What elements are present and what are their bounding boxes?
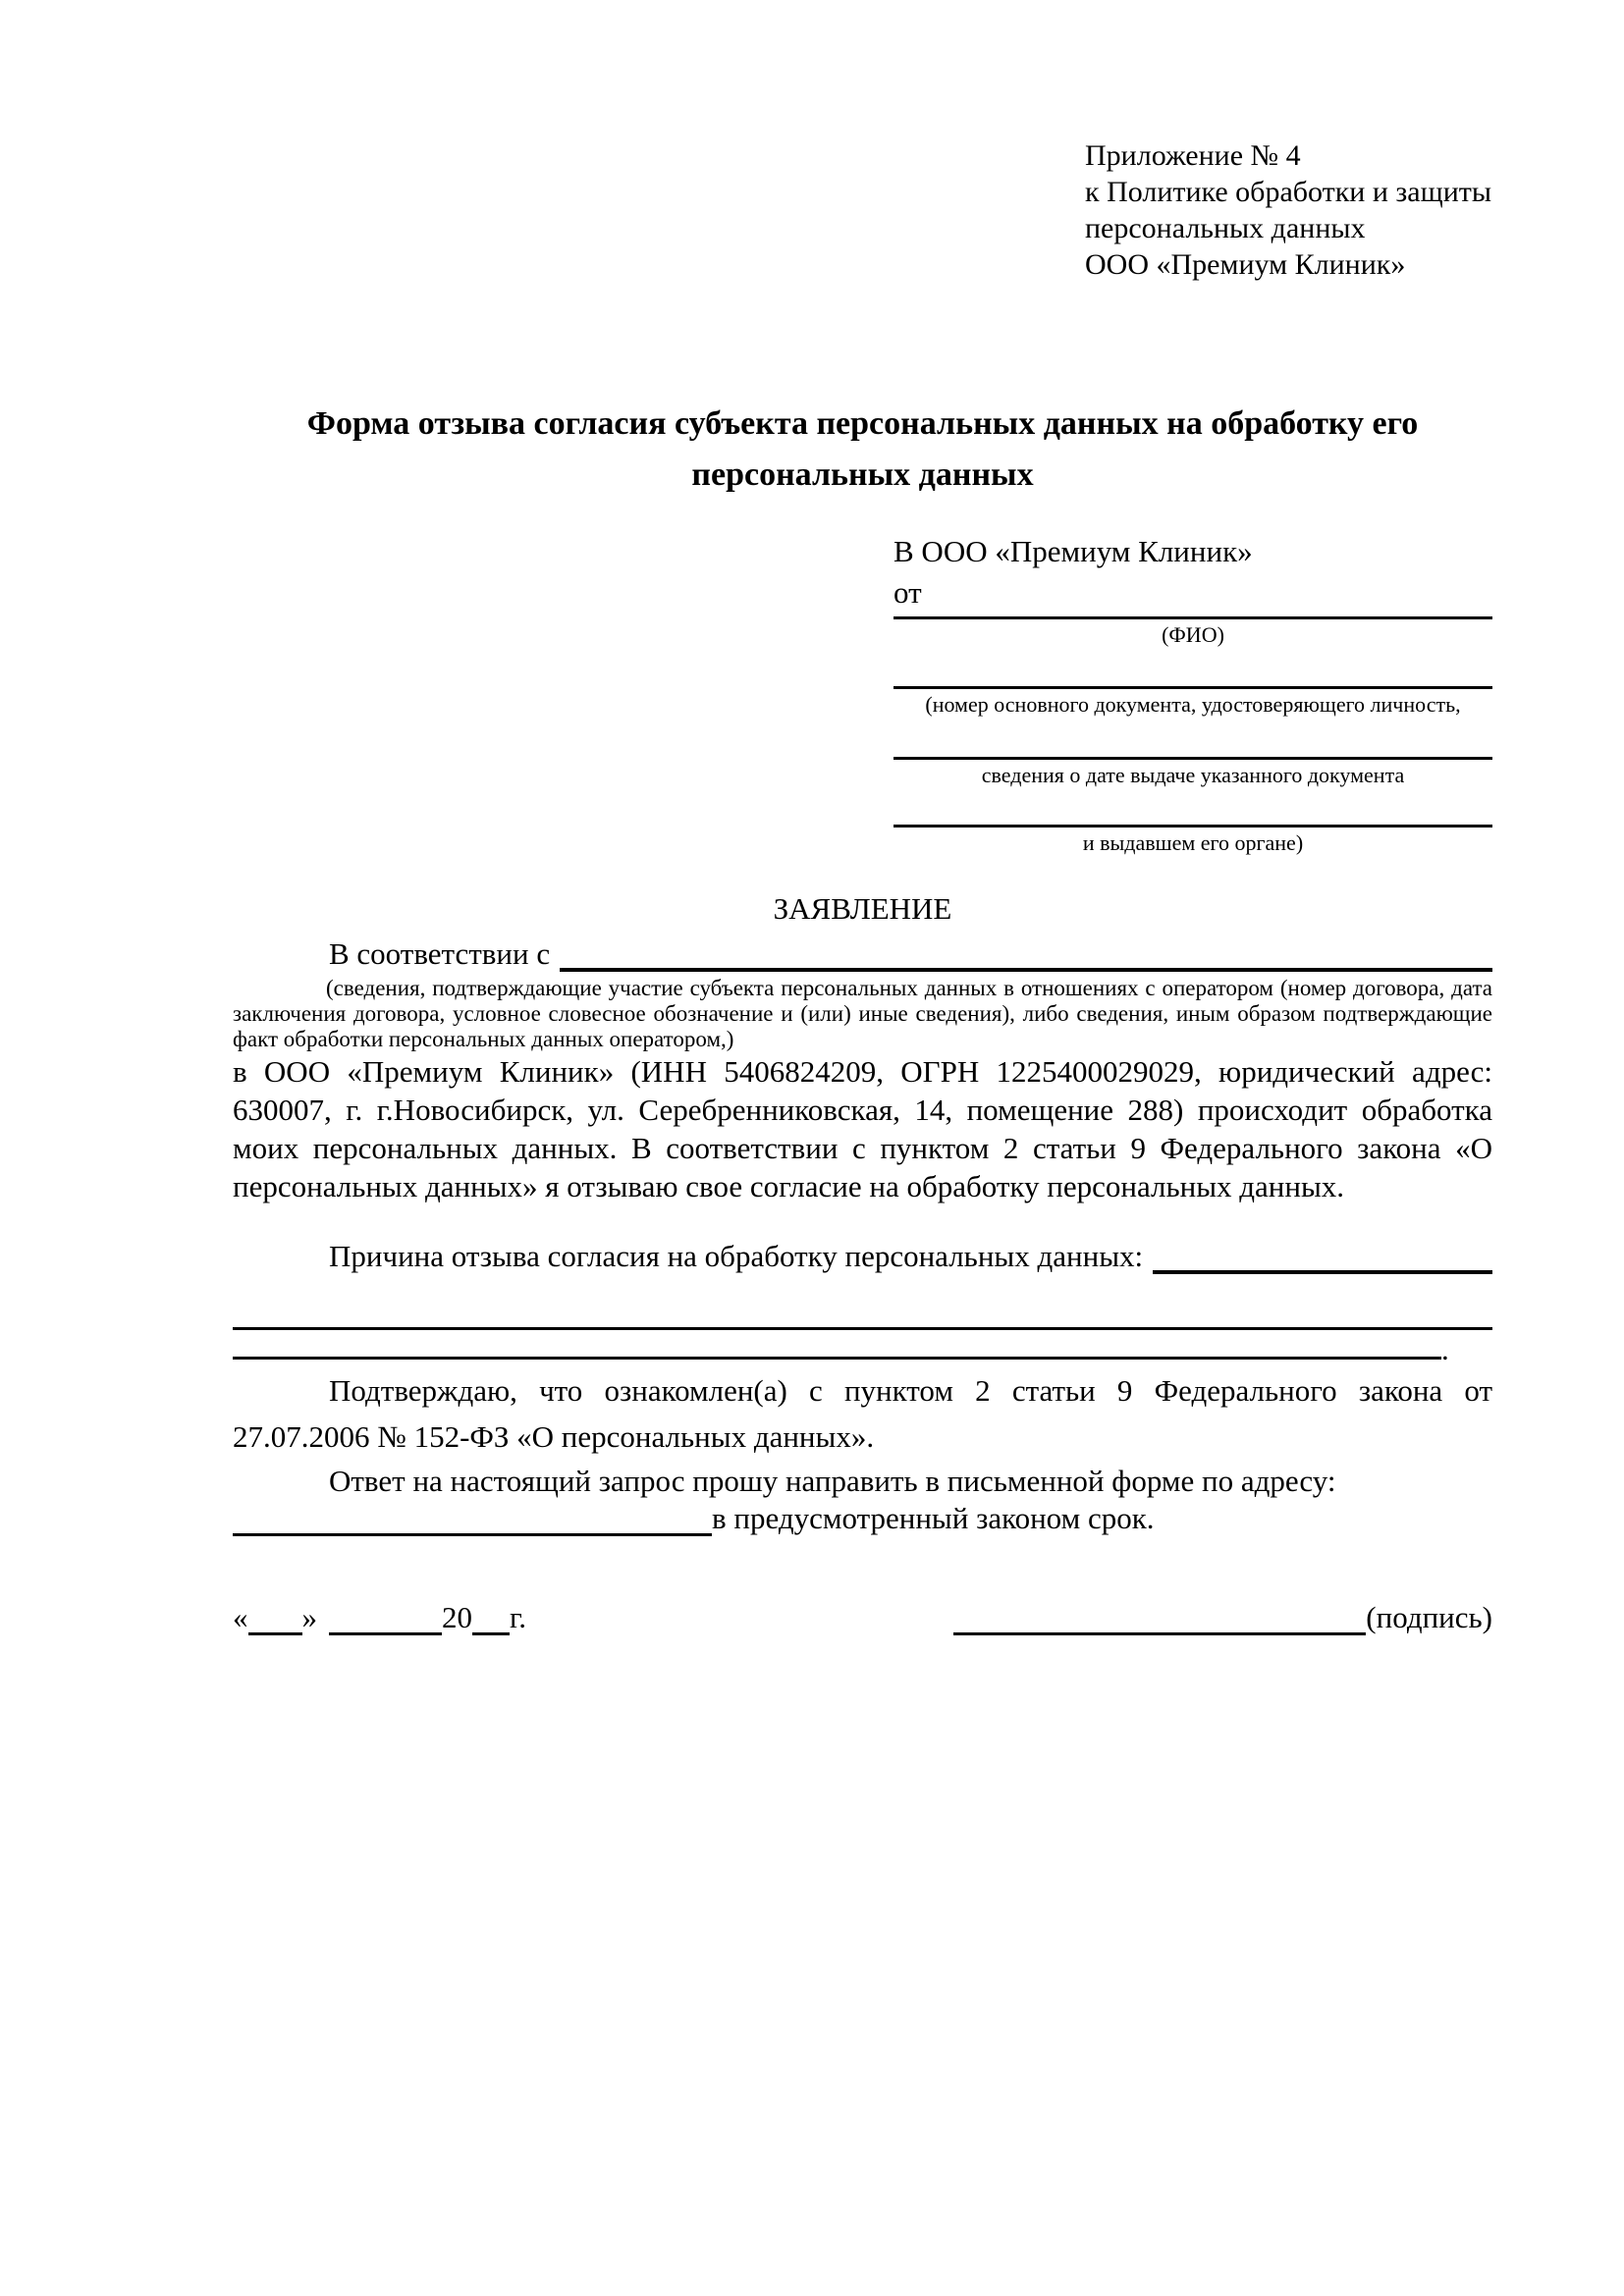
fio-caption: (ФИО) (1162, 622, 1224, 647)
appendix-header-line: ООО «Премиум Клиник» (1085, 248, 1406, 281)
appendix-header-line: персональных данных (1085, 212, 1366, 244)
reply-address-row (233, 1500, 1492, 1536)
reason-continuation-line-2 (233, 1327, 1492, 1366)
date-quote-open: « (233, 1600, 248, 1634)
signature-blank-line (953, 1603, 1366, 1635)
accordance-row (233, 936, 1492, 972)
doc-date-blank-line (893, 718, 1492, 760)
doc-issuer-caption: и выдавшем его органе) (1082, 830, 1304, 855)
document-title: Форма отзыва согласия субъекта персональных данных на обработку его персональных данных (306, 405, 1419, 493)
addressee-block (893, 532, 1492, 856)
reply-request-paragraph: Ответ на настоящий запрос прошу направить в письменной форме по адресу: (329, 1464, 1336, 1498)
accordance-prefix: В соответствии с (329, 936, 551, 971)
reason-prefix: Причина отзыва согласия на обработку персональных данных: (329, 1239, 1144, 1273)
appendix-header-line: Приложение № 4 (1085, 139, 1301, 172)
confirmation-paragraph: Подтверждаю, что ознакомлен(а) с пунктом 2 статьи 9 Федерального закона от 27.07.2006 № 152-ФЗ «О персональных данных». (233, 1373, 1492, 1454)
reason-terminator: . (1441, 1332, 1449, 1366)
date-year-blank (472, 1603, 510, 1635)
appendix-header (1085, 137, 1491, 283)
footer-row (233, 1600, 1492, 1635)
doc-number-caption: (номер основного документа, удостоверяющего личность, (925, 692, 1461, 717)
doc-date-caption: сведения о дате выдаче указанного документа (981, 763, 1405, 787)
doc-number-blank-line (893, 648, 1492, 689)
reason-blank-line (1153, 1241, 1492, 1274)
date-year-suffix: г. (510, 1600, 526, 1634)
date-year-prefix: 20 (442, 1600, 472, 1634)
addressee-to: В ООО «Премиум Клиник» (893, 534, 1253, 568)
doc-issuer-blank-line (893, 788, 1492, 828)
body-paragraph: в ООО «Премиум Клиник» (ИНН 5406824209, ОГРН 1225400029029, юридический адрес: 630007, г. г.Новосибирск, ул. Серебренниковская, 14, помещение 288) происходит обработка моих персональных данных. В соответствии с пунктом 2 статьи 9 Федерального закона «О персональных данных» я отзываю свое согласие на обработку персональных данных. (233, 1054, 1492, 1203)
addressee-from: от (893, 573, 1492, 619)
reply-address-blank-line (233, 1500, 712, 1536)
signature-group (953, 1600, 1492, 1635)
reason-row (233, 1239, 1492, 1274)
reply-suffix: в предусмотренный законом срок. (712, 1501, 1155, 1535)
appendix-header-line: к Политике обработки и защиты (1085, 176, 1492, 208)
date-day-blank (248, 1603, 302, 1635)
fine-print-caption: (сведения, подтверждающие участие субъекта персональных данных в отношениях с оператором (номер договора, дата заключения договора, условное словесное обозначение и (или) иные сведения), либо сведения, иным образом подтверждающие факт обработки персональных данных оператором,) (233, 976, 1492, 1051)
signature-caption: (подпись) (1366, 1600, 1492, 1634)
accordance-blank-line (560, 938, 1492, 972)
reason-continuation-blank (233, 1324, 1441, 1360)
reason-continuation-line-1 (233, 1272, 1492, 1330)
statement-heading: ЗАЯВЛЕНИЕ (773, 891, 952, 926)
date-month-blank (329, 1603, 442, 1635)
date-quote-close: » (301, 1600, 317, 1634)
